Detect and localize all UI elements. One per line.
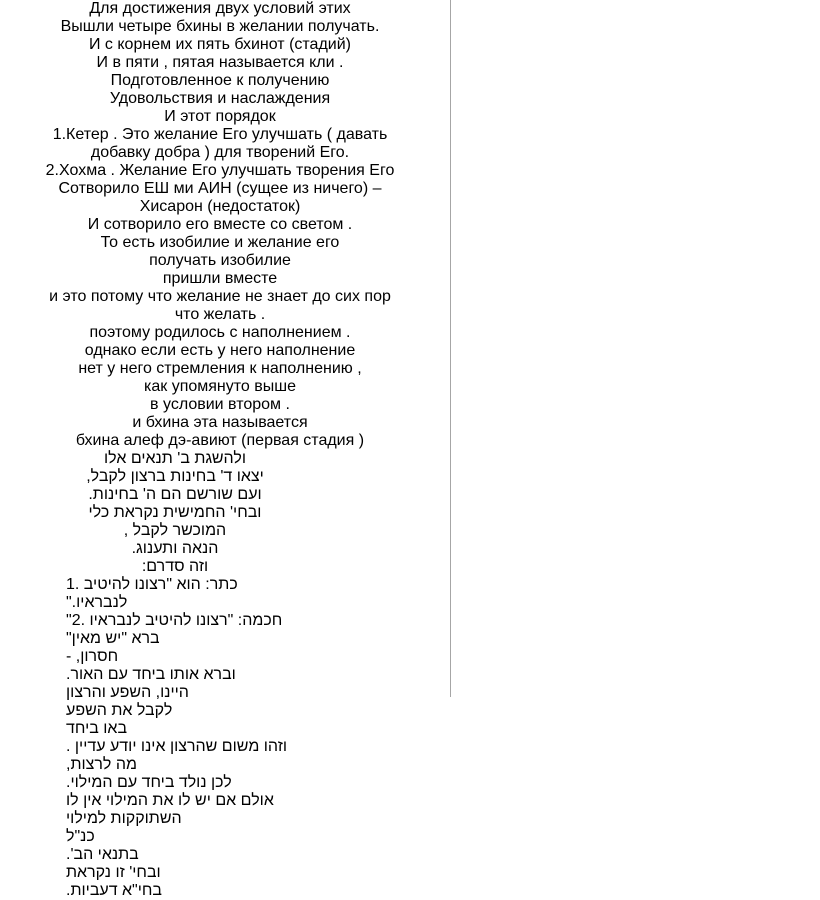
text-line: היינו, השפע והרצון xyxy=(66,684,189,701)
text-line: כנ"ל xyxy=(66,828,95,845)
text-line: получать изобилие xyxy=(149,252,291,269)
column-divider xyxy=(450,0,451,697)
text-line: באו ביחד xyxy=(66,720,128,737)
text-line: И в пяти , пятая называется кли . xyxy=(96,54,344,71)
text-line: 1.Кетер . Это желание Его улучшать ( давать xyxy=(52,126,388,143)
text-line: ועם שורשם הם ה' בחינות. xyxy=(88,486,262,503)
text-line: לנבראיו." xyxy=(66,594,128,611)
text-line: בחי"א דעביות. xyxy=(66,882,162,899)
text-line: השתוקקות למילוי xyxy=(66,810,182,827)
text-line: Для достижения двух условий этих xyxy=(89,0,351,17)
text-line: המוכשר לקבל , xyxy=(123,522,227,539)
text-line: ובחי' החמישית נקראת כלי xyxy=(88,504,262,521)
text-line: אולם אם יש לו את המילוי אין לו xyxy=(66,792,274,809)
text-line: И сотворило его вместе со светом . xyxy=(87,216,353,233)
text-line: То есть изобилие и желание его xyxy=(100,234,340,251)
text-line: поэтому родилось с наполнением . xyxy=(89,324,351,341)
text-line: וברא אותו ביחד עם האור. xyxy=(66,666,236,683)
text-line: и это потому что желание не знает до сих пор xyxy=(49,288,391,305)
text-line: добавку добра ) для творений Его. xyxy=(90,144,350,161)
text-line: Вышли четыре бхины в желании получать. xyxy=(60,18,380,35)
text-line: לקבל את השפע xyxy=(66,702,173,719)
text-line: Подготовленное к получению xyxy=(110,72,330,89)
text-line: Сотворило ЕШ ми АИН (сущее из ничего) – xyxy=(58,180,382,197)
text-line: וזה סדרם: xyxy=(141,558,209,575)
text-line: что желать . xyxy=(174,306,266,323)
text-line: ברא "יש מאין" xyxy=(66,630,160,647)
text-line: הנאה ותענוג. xyxy=(131,540,219,557)
text-line: нет у него стремления к наполнению , xyxy=(78,360,362,377)
text-line: пришли вместе xyxy=(162,270,278,287)
russian-translation-column xyxy=(0,0,440,450)
text-line: бхина алеф дэ-авиют (первая стадия ) xyxy=(75,432,365,449)
hebrew-source-column xyxy=(0,450,350,900)
text-line: Хисарон (недостаток) xyxy=(139,198,301,215)
text-line: בתנאי הב'. xyxy=(66,846,139,863)
text-line: מה לרצות, xyxy=(66,756,137,773)
text-line: И этот порядок xyxy=(164,108,276,125)
text-line: חסרון, - xyxy=(66,648,119,665)
text-line: Удовольствия и наслаждения xyxy=(109,90,331,107)
text-line: כתר: הוא "רצונו להיטיב .1 xyxy=(66,576,238,593)
text-line: и бхина эта называется xyxy=(132,414,308,431)
text-line: ולהשגת ב' תנאים אלו xyxy=(104,450,246,467)
text-line: 2.Хохма . Желание Его улучшать творения Его xyxy=(45,162,395,179)
text-line: в условии втором . xyxy=(150,396,290,413)
text-line: однако если есть у него наполнение xyxy=(84,342,356,359)
text-line: חכמה: "רצונו להיטיב לנבראיו .2" xyxy=(66,612,283,629)
text-line: ובחי' זו נקראת xyxy=(66,864,161,881)
text-line: И с корнем их пять бхинот (стадий) xyxy=(88,36,351,53)
text-line: לכן נולד ביחד עם המילוי. xyxy=(66,774,232,791)
text-line: וזהו משום שהרצון אינו יודע עדיין . xyxy=(66,738,288,755)
text-line: יצאו ד' בחינות ברצון לקבל, xyxy=(86,468,264,485)
text-line: как упомянуто выше xyxy=(144,378,296,395)
